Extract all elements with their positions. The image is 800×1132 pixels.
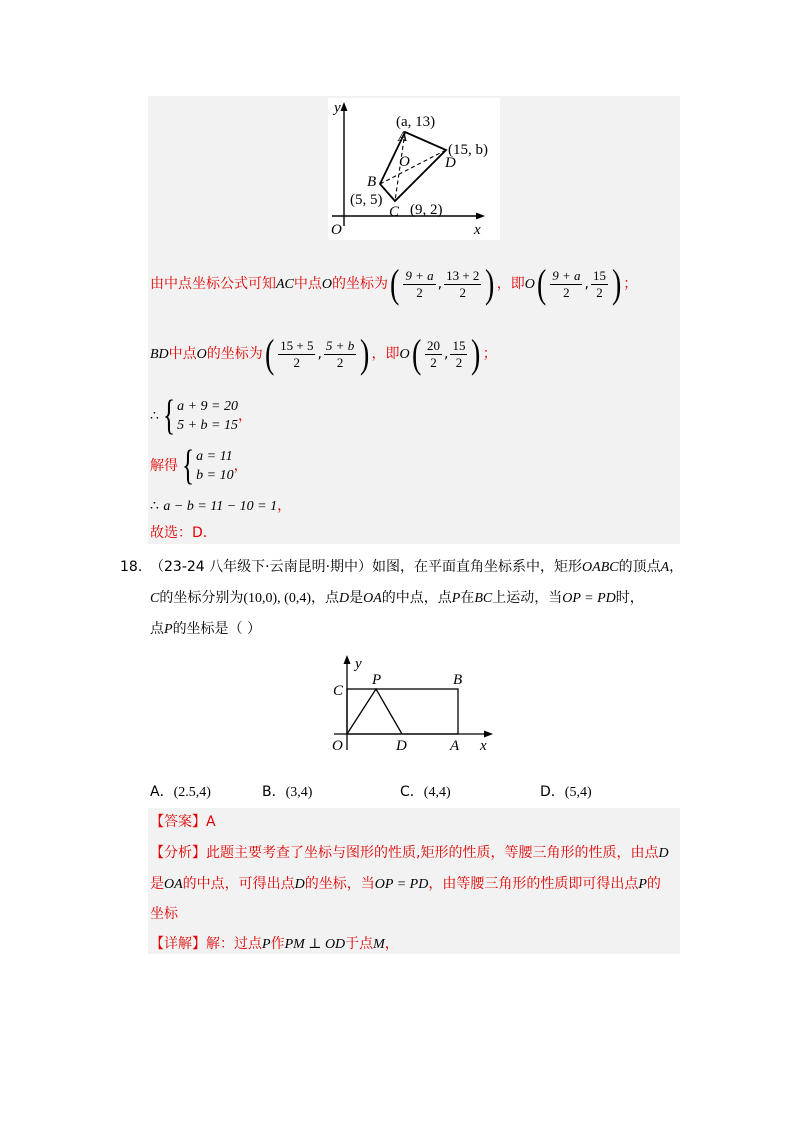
equation: 5 + b = 15	[177, 418, 238, 433]
frac-den: 2	[455, 354, 463, 370]
text: 的坐标为	[206, 346, 263, 362]
fig2-point-c: C	[333, 683, 344, 699]
frac-num: 20	[426, 337, 440, 353]
text: ，由等腰三角形的性质即可得出点	[428, 876, 639, 892]
fig1-point-c: C	[389, 204, 400, 220]
text: ，即	[371, 346, 400, 362]
question-line-3	[150, 619, 261, 640]
analysis-tag: 【分析】	[150, 845, 206, 861]
option-value: (4,4)	[423, 785, 451, 800]
figure-rectangle-oabc	[328, 652, 498, 756]
var-o: O	[321, 277, 333, 292]
text: 在	[460, 590, 475, 606]
fig2-y-label: y	[355, 656, 362, 672]
text: 上运动，当	[492, 590, 563, 606]
option-value: (5,4)	[564, 785, 592, 800]
fig2-x-label: x	[480, 738, 487, 754]
frac-num: 9 + a	[405, 267, 434, 283]
text: 的中点，点	[381, 590, 452, 606]
option-label: B．	[262, 784, 286, 800]
option-c[interactable]	[400, 782, 451, 803]
fig2-point-a: A	[450, 738, 460, 754]
frac-den: 2	[596, 284, 603, 300]
var-p: P	[638, 877, 647, 892]
fig1-point-o: O	[399, 154, 410, 170]
frac-num: 15	[592, 267, 606, 283]
text: ；	[482, 346, 497, 362]
option-label: A．	[150, 784, 174, 800]
detail-line	[150, 934, 399, 955]
fig1-coord-b: (5, 5)	[350, 192, 383, 208]
fig1-point-d: D	[445, 155, 456, 171]
analysis-line-1	[150, 843, 669, 864]
fig1-point-b: B	[367, 174, 377, 190]
option-value: (3,4)	[285, 785, 313, 800]
frac-den: 2	[336, 354, 344, 370]
fig2-point-p: P	[372, 672, 382, 688]
var-bd: BD	[150, 347, 169, 362]
text: 解：过点	[206, 936, 262, 952]
question-line-1	[150, 557, 683, 578]
coordinates: (10,0), (0,4)	[243, 591, 311, 606]
fig1-x-label: x	[474, 222, 481, 238]
detail-tag: 【详解】	[150, 936, 206, 952]
var-c: C	[150, 591, 160, 606]
frac-num: 13 + 2	[446, 267, 480, 283]
var-m: M	[373, 937, 385, 952]
text: ，	[233, 458, 248, 474]
option-label: D．	[540, 784, 565, 800]
text: 的顶点	[618, 559, 661, 575]
solution-line-5	[150, 496, 291, 517]
var-a: A	[660, 560, 670, 575]
frac-num: 9 + a	[552, 267, 581, 283]
text: 中点	[168, 346, 197, 362]
analysis-line-3: 坐标	[150, 906, 178, 922]
therefore-symbol: ∴	[150, 409, 159, 424]
fig1-coord-c: (9, 2)	[410, 202, 443, 218]
option-a[interactable]	[150, 782, 211, 803]
option-value: (2.5,4)	[173, 785, 211, 800]
fig1-y-label: y	[334, 100, 341, 116]
text: 的坐标为	[332, 276, 389, 292]
solution-line-1: 由中点坐标公式可知AC中点O的坐标为( $\frac{9 + a}{2}$ , $\frac{13 + 2}{2}$ ) ，即O( $\frac{9 + a}{2}$ , $\frac{15}{2}$ ) ；	[150, 261, 638, 306]
option-label: C．	[400, 784, 424, 800]
text: ，	[277, 498, 292, 514]
answer-value: A	[206, 814, 216, 830]
text: 的坐标是（ ）	[172, 621, 262, 637]
fig2-point-b: B	[453, 672, 463, 688]
solution-line-4: 解得{ a = 11 b = 10 ，	[150, 443, 248, 489]
answer-line	[150, 812, 216, 832]
equation: PM ⊥ OD	[284, 937, 346, 952]
fig1-point-a: A	[398, 129, 408, 145]
text: 解得	[150, 458, 178, 474]
text: 由中点坐标公式可知	[150, 276, 276, 292]
equation: b = 10	[196, 468, 234, 483]
text: 此题主要考查了坐标与图形的性质,矩形的性质，等腰三角形的性质，由点	[206, 845, 659, 861]
text: 的坐标，当	[304, 876, 375, 892]
text: ，	[669, 559, 684, 575]
text: 于点	[345, 936, 374, 952]
text: ，	[384, 936, 399, 952]
var-p: P	[262, 937, 271, 952]
var-p: P	[164, 622, 173, 637]
solution-line-2: BD中点O的坐标为( $\frac{15 + 5}{2}$ , $\frac{5 + b}{2}$ ) ，即O( $\frac{20}{2}$ , $\frac{15}{2}$ ) ；	[150, 331, 497, 376]
fig2-point-d: D	[396, 738, 407, 754]
equation: a = 11	[196, 449, 233, 464]
equation: a + 9 = 20	[177, 399, 238, 414]
option-b[interactable]	[262, 782, 312, 803]
therefore-symbol: ∴	[150, 499, 159, 514]
answer-tag: 【答案】	[150, 814, 206, 830]
text: （23-24 八年级下·云南昆明·期中）如图，在平面直角坐标系中，矩形	[150, 559, 583, 575]
text: 的	[646, 876, 661, 892]
var-o: O	[524, 277, 535, 292]
text: 作	[270, 936, 285, 952]
var-oa: OA	[363, 591, 382, 606]
var-ac: AC	[276, 277, 294, 292]
text: 是	[349, 590, 364, 606]
option-d[interactable]	[540, 782, 592, 803]
var-oabc: OABC	[582, 560, 619, 575]
var-o: O	[196, 347, 207, 362]
text: 点	[150, 621, 164, 637]
frac-den: 2	[563, 284, 570, 300]
solution-line-3: ∴{ a + 9 = 20 5 + b = 15 ，	[150, 393, 252, 439]
equation: OP = PD	[374, 877, 429, 892]
var-p: P	[451, 591, 461, 606]
question-line-2	[150, 588, 644, 609]
text: 是	[150, 876, 164, 892]
fig2-origin-label: O	[332, 738, 343, 754]
fig1-origin-label: O	[331, 222, 342, 238]
solution-line-6: 故选：D．	[150, 525, 217, 541]
frac-den: 2	[459, 284, 466, 300]
equation: a − b = 11 − 10 = 1	[163, 499, 278, 514]
fig1-coord-d: (15, b)	[448, 142, 488, 158]
text: 时，	[615, 590, 644, 606]
equation: OP = PD	[562, 591, 616, 606]
figure-rectangle-abcd	[328, 98, 500, 240]
var-d: D	[658, 846, 669, 861]
text: 的坐标分别为	[159, 590, 244, 606]
var-o: O	[399, 347, 410, 362]
text: 中点	[293, 276, 322, 292]
fig1-coord-a: (a, 13)	[396, 114, 436, 130]
frac-num: 5 + b	[325, 337, 355, 353]
frac-den: 2	[416, 284, 423, 300]
text: ，	[238, 408, 252, 424]
var-oa: OA	[164, 877, 183, 892]
question-number: 18.	[120, 559, 143, 575]
var-d: D	[294, 877, 305, 892]
frac-num: 15	[452, 337, 466, 353]
text: ，点	[311, 590, 339, 606]
text: ；	[623, 276, 638, 292]
frac-den: 2	[293, 354, 301, 370]
analysis-line-2	[150, 874, 661, 895]
text: ，即	[496, 276, 525, 292]
frac-den: 2	[430, 354, 437, 370]
var-d: D	[339, 591, 350, 606]
var-bc: BC	[474, 591, 493, 606]
frac-num: 15 + 5	[280, 337, 314, 353]
text: 的中点，可得出点	[182, 876, 295, 892]
